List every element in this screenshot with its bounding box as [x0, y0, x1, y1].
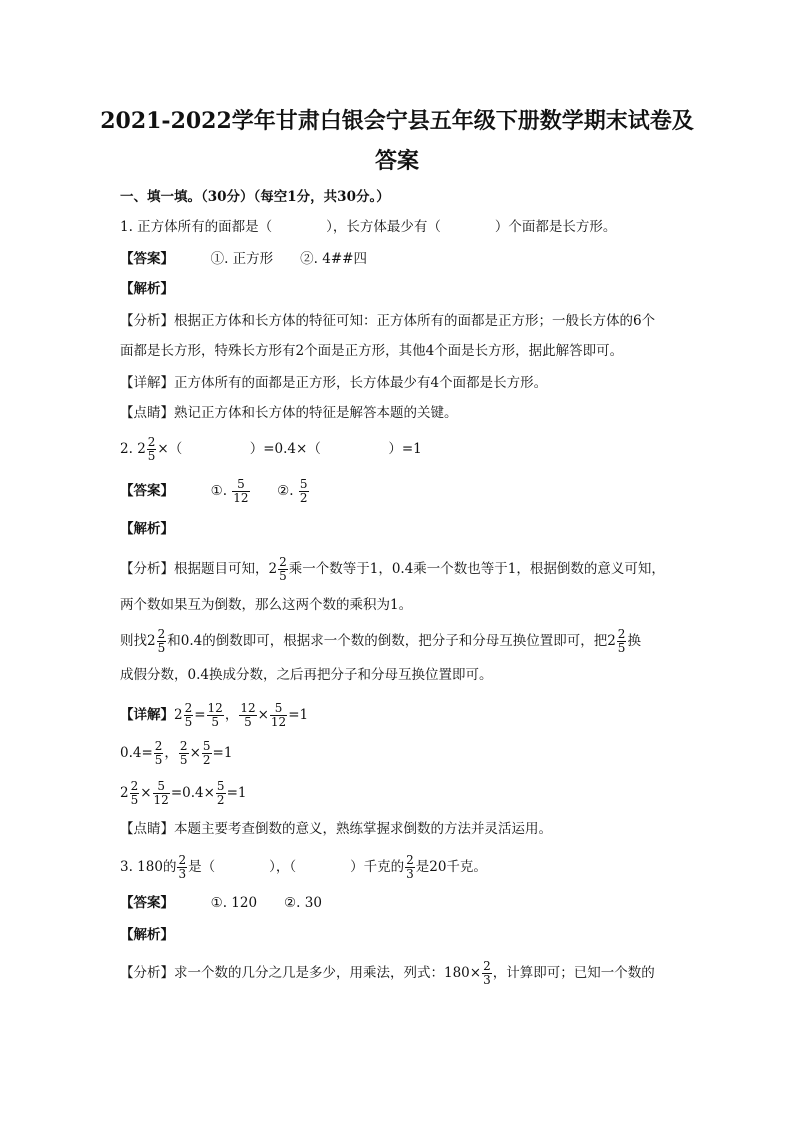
- q2-answer-2: $\frac{5}{2}$: [299, 477, 308, 505]
- q2-answer-2-marker: ②.: [277, 483, 294, 499]
- section-heading: 一、填一填。（30分）（每空1分，共30分。）: [120, 189, 390, 205]
- q2-answer-1-marker: ①.: [210, 483, 227, 499]
- q3-answer-text: ①. 120 ②. 30: [210, 895, 322, 911]
- q1-fenxi: 【分析】根据正方体和长方体的特征可知：正方体所有的面都是正方形；一般长方体的6个: [120, 313, 656, 329]
- q2-whole: 2: [137, 441, 146, 457]
- q2-analysis-label: 【解析】: [120, 521, 174, 537]
- document-title-line1: 2021-2022学年甘肃白银会宁县五年级下册数学期末试卷及: [100, 108, 694, 134]
- q3-analysis-label: 【解析】: [120, 927, 174, 943]
- question-1: 1. 正方体所有的面都是（ ），长方体最少有（ ）个面都是长方形。: [120, 219, 617, 235]
- q2-dianjing: 【点睛】本题主要考查倒数的意义，熟练掌握求倒数的方法并灵活运用。: [120, 821, 552, 837]
- q1-dianjing: 【点睛】熟记正方体和长方体的特征是解答本题的关键。: [120, 405, 458, 421]
- q2-text: ×（ ）=0.4×（ ）=1: [157, 441, 422, 457]
- answer-label: 【答案】: [120, 483, 174, 499]
- q1-answer: [120, 250, 367, 268]
- q2-fenxi-cont2: 则找2 $\frac{2}{5}$ 和0.4的倒数即可，根据求一个数的倒数，把分子和分母互换位置即可，把2 $\frac{2}{5}$ 换: [120, 627, 641, 655]
- q2-fenxi-cont: 两个数如果互为倒数，那么这两个数的乘积为1。: [120, 597, 413, 613]
- q1-answer-text: ①. 正方形 ②. 4##四: [210, 251, 367, 267]
- q1-xiangjie: 【详解】正方体所有的面都是正方形，长方体最少有4个面都是长方形。: [120, 375, 548, 391]
- q2-xiangjie-2: 0.4= $\frac{2}{5}$ ， $\frac{2}{5}$ × $\frac{5}{2}$ =1: [120, 739, 233, 767]
- q2-answer-1: $\frac{5}{12}$: [233, 477, 249, 505]
- q3-fenxi: 【分析】求一个数的几分之几是多少，用乘法，列式：180× $\frac{2}{3}$ ，计算即可；已知一个数的: [120, 959, 655, 987]
- q1-fenxi-cont: 面都是长方形，特殊长方形有2个面是正方形，其他4个面是长方形，据此解答即可。: [120, 343, 624, 359]
- q1-analysis-label: 【解析】: [120, 281, 174, 297]
- q2-fenxi-cont3: 成假分数，0.4换成分数，之后再把分子和分母互换位置即可。: [120, 667, 493, 683]
- q2-number: 2.: [120, 441, 133, 457]
- answer-label: 【答案】: [120, 895, 174, 911]
- q3-answer: [120, 894, 322, 912]
- question-2: [120, 436, 422, 463]
- q2-xiangjie-1: 【详解】2 $\frac{2}{5}$ = $\frac{12}{5}$ ， $\frac{12}{5}$ × $\frac{5}{12}$ =1: [120, 701, 309, 729]
- question-3: 3. 180的 $\frac{2}{3}$ 是（ ），（ ）千克的 $\frac{2}{3}$ 是20千克。: [120, 853, 487, 881]
- answer-label: 【答案】: [120, 251, 174, 267]
- q2-answer: [120, 478, 310, 505]
- document-title-line2: 答案: [374, 148, 419, 174]
- q2-fraction: $\frac{2}{5}$: [147, 435, 156, 463]
- q2-xiangjie-3: 2 $\frac{2}{5}$ × $\frac{5}{12}$ =0.4× $\frac{5}{2}$ =1: [120, 779, 247, 807]
- q2-fenxi: 【分析】根据题目可知，2 $\frac{2}{5}$ 乘一个数等于1，0.4乘一个数也等于1，根据倒数的意义可知，: [120, 555, 665, 583]
